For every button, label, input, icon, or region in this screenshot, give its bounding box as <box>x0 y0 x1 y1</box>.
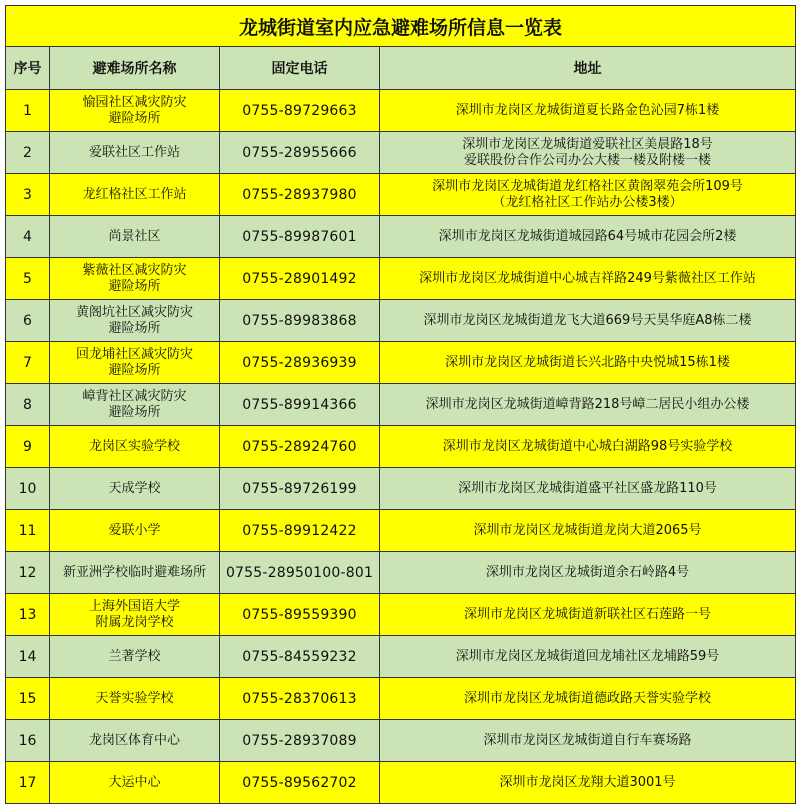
shelter-name <box>50 594 220 636</box>
address <box>380 342 796 384</box>
shelter-info-sheet <box>5 5 795 803</box>
table-body <box>6 90 796 804</box>
address-line: 深圳市龙岗区龙城街道嶂背路218号嶂二居民小组办公楼 <box>425 396 750 412</box>
fixed-phone: 0755-89912422 <box>220 510 380 552</box>
address <box>380 426 796 468</box>
address-line: 深圳市龙岗区龙城街道城园路64号城市花园会所2楼 <box>438 228 737 244</box>
row-number: 17 <box>6 762 50 804</box>
table-row <box>6 636 796 678</box>
row-number: 15 <box>6 678 50 720</box>
table-row <box>6 342 796 384</box>
row-number: 11 <box>6 510 50 552</box>
address-line: 深圳市龙岗区龙城街道中心城白湖路98号实验学校 <box>442 438 733 454</box>
address <box>380 510 796 552</box>
row-number: 4 <box>6 216 50 258</box>
table-title: 龙城街道室内应急避难场所信息一览表 <box>6 6 796 47</box>
fixed-phone: 0755-89559390 <box>220 594 380 636</box>
shelter-table <box>5 5 796 804</box>
row-number: 1 <box>6 90 50 132</box>
row-number: 13 <box>6 594 50 636</box>
shelter-name-line: 新亚洲学校临时避难场所 <box>62 564 206 580</box>
address-line: 深圳市龙岗区龙城街道余石岭路4号 <box>485 564 690 580</box>
shelter-name-line: 避险场所 <box>108 404 161 420</box>
fixed-phone: 0755-89983868 <box>220 300 380 342</box>
address-line: 深圳市龙岗区龙城街道龙红格社区黄阁翠苑会所109号 <box>432 178 743 194</box>
address-line: 深圳市龙岗区龙城街道长兴北路中央悦城15栋1楼 <box>445 354 730 370</box>
fixed-phone: 0755-28955666 <box>220 132 380 174</box>
fixed-phone: 0755-28924760 <box>220 426 380 468</box>
address-line: 深圳市龙岗区龙城街道德政路天誉实验学校 <box>464 690 712 706</box>
address <box>380 174 796 216</box>
row-number: 12 <box>6 552 50 594</box>
address-line: （龙红格社区工作站办公楼3楼） <box>492 194 683 210</box>
row-number: 16 <box>6 720 50 762</box>
fixed-phone: 0755-89726199 <box>220 468 380 510</box>
shelter-name-line: 避险场所 <box>108 362 161 378</box>
shelter-name-line: 避险场所 <box>108 110 161 126</box>
fixed-phone: 0755-28370613 <box>220 678 380 720</box>
table-row <box>6 552 796 594</box>
row-number: 5 <box>6 258 50 300</box>
table-row <box>6 510 796 552</box>
table-row <box>6 174 796 216</box>
shelter-name-line: 龙岗区体育中心 <box>88 732 180 748</box>
shelter-name <box>50 216 220 258</box>
shelter-name-line: 黄阁坑社区减灾防灾 <box>75 304 193 320</box>
address-line: 深圳市龙岗区龙城街道爱联社区美晨路18号 <box>462 136 713 152</box>
shelter-name <box>50 552 220 594</box>
shelter-name <box>50 678 220 720</box>
row-number: 9 <box>6 426 50 468</box>
header-row <box>6 47 796 90</box>
shelter-name <box>50 384 220 426</box>
shelter-name-line: 大运中心 <box>108 774 161 790</box>
fixed-phone: 0755-28950100-801 <box>220 552 380 594</box>
address <box>380 384 796 426</box>
address <box>380 132 796 174</box>
column-header-address: 地址 <box>380 47 796 90</box>
address <box>380 678 796 720</box>
fixed-phone: 0755-89729663 <box>220 90 380 132</box>
address <box>380 552 796 594</box>
fixed-phone: 0755-28936939 <box>220 342 380 384</box>
shelter-name <box>50 342 220 384</box>
shelter-name-line: 嶂背社区减灾防灾 <box>82 388 187 404</box>
shelter-name-line: 避险场所 <box>108 278 161 294</box>
table-row <box>6 678 796 720</box>
fixed-phone: 0755-89562702 <box>220 762 380 804</box>
table-row <box>6 300 796 342</box>
table-row <box>6 468 796 510</box>
shelter-name <box>50 258 220 300</box>
column-header-no: 序号 <box>6 47 50 90</box>
shelter-name-line: 天成学校 <box>108 480 161 496</box>
address-line: 深圳市龙岗区龙城街道自行车赛场路 <box>483 732 692 748</box>
address <box>380 636 796 678</box>
fixed-phone: 0755-89987601 <box>220 216 380 258</box>
address <box>380 468 796 510</box>
fixed-phone: 0755-89914366 <box>220 384 380 426</box>
shelter-name-line: 尚景社区 <box>108 228 161 244</box>
address-line: 深圳市龙岗区龙城街道中心城吉祥路249号紫薇社区工作站 <box>419 270 756 286</box>
address <box>380 594 796 636</box>
table-row <box>6 216 796 258</box>
table-row <box>6 762 796 804</box>
address <box>380 216 796 258</box>
fixed-phone: 0755-84559232 <box>220 636 380 678</box>
address <box>380 258 796 300</box>
address-line: 深圳市龙岗区龙城街道龙岗大道2065号 <box>473 522 702 538</box>
shelter-name-line: 龙红格社区工作站 <box>82 186 187 202</box>
shelter-name <box>50 300 220 342</box>
table-row <box>6 720 796 762</box>
address-line: 深圳市龙岗区龙城街道新联社区石莲路一号 <box>464 606 712 622</box>
address <box>380 90 796 132</box>
shelter-name-line: 天誉实验学校 <box>95 690 174 706</box>
table-row <box>6 132 796 174</box>
shelter-name-line: 附属龙岗学校 <box>95 614 174 630</box>
shelter-name <box>50 762 220 804</box>
shelter-name-line: 龙岗区实验学校 <box>88 438 180 454</box>
address-line: 深圳市龙岗区龙城街道盛平社区盛龙路110号 <box>458 480 717 496</box>
row-number: 3 <box>6 174 50 216</box>
fixed-phone: 0755-28937980 <box>220 174 380 216</box>
shelter-name <box>50 468 220 510</box>
address <box>380 762 796 804</box>
shelter-name-line: 上海外国语大学 <box>88 598 180 614</box>
address-line: 深圳市龙岗区龙城街道夏长路金色沁园7栋1楼 <box>455 102 720 118</box>
shelter-name <box>50 174 220 216</box>
shelter-name <box>50 510 220 552</box>
fixed-phone: 0755-28937089 <box>220 720 380 762</box>
address-line: 深圳市龙岗区龙翔大道3001号 <box>499 774 676 790</box>
shelter-name-line: 避险场所 <box>108 320 161 336</box>
column-header-name: 避难场所名称 <box>50 47 220 90</box>
table-row <box>6 258 796 300</box>
row-number: 7 <box>6 342 50 384</box>
row-number: 10 <box>6 468 50 510</box>
address-line: 深圳市龙岗区龙城街道回龙埔社区龙埔路59号 <box>455 648 720 664</box>
shelter-name-line: 爱联小学 <box>108 522 161 538</box>
address <box>380 720 796 762</box>
shelter-name-line: 回龙埔社区减灾防灾 <box>75 346 193 362</box>
address-line: 爱联股份合作公司办公大楼一楼及附楼一楼 <box>464 152 712 168</box>
table-row <box>6 594 796 636</box>
table-row <box>6 384 796 426</box>
shelter-name-line: 兰著学校 <box>108 648 161 664</box>
column-header-phone: 固定电话 <box>220 47 380 90</box>
address <box>380 300 796 342</box>
shelter-name-line: 爱联社区工作站 <box>88 144 180 160</box>
fixed-phone: 0755-28901492 <box>220 258 380 300</box>
row-number: 6 <box>6 300 50 342</box>
shelter-name <box>50 90 220 132</box>
shelter-name <box>50 426 220 468</box>
shelter-name <box>50 720 220 762</box>
row-number: 14 <box>6 636 50 678</box>
shelter-name <box>50 132 220 174</box>
shelter-name <box>50 636 220 678</box>
table-row <box>6 426 796 468</box>
row-number: 2 <box>6 132 50 174</box>
table-row <box>6 90 796 132</box>
row-number: 8 <box>6 384 50 426</box>
shelter-name-line: 紫薇社区减灾防灾 <box>82 262 187 278</box>
address-line: 深圳市龙岗区龙城街道龙飞大道669号天昊华庭A8栋二楼 <box>423 312 752 328</box>
shelter-name-line: 愉园社区减灾防灾 <box>82 94 187 110</box>
